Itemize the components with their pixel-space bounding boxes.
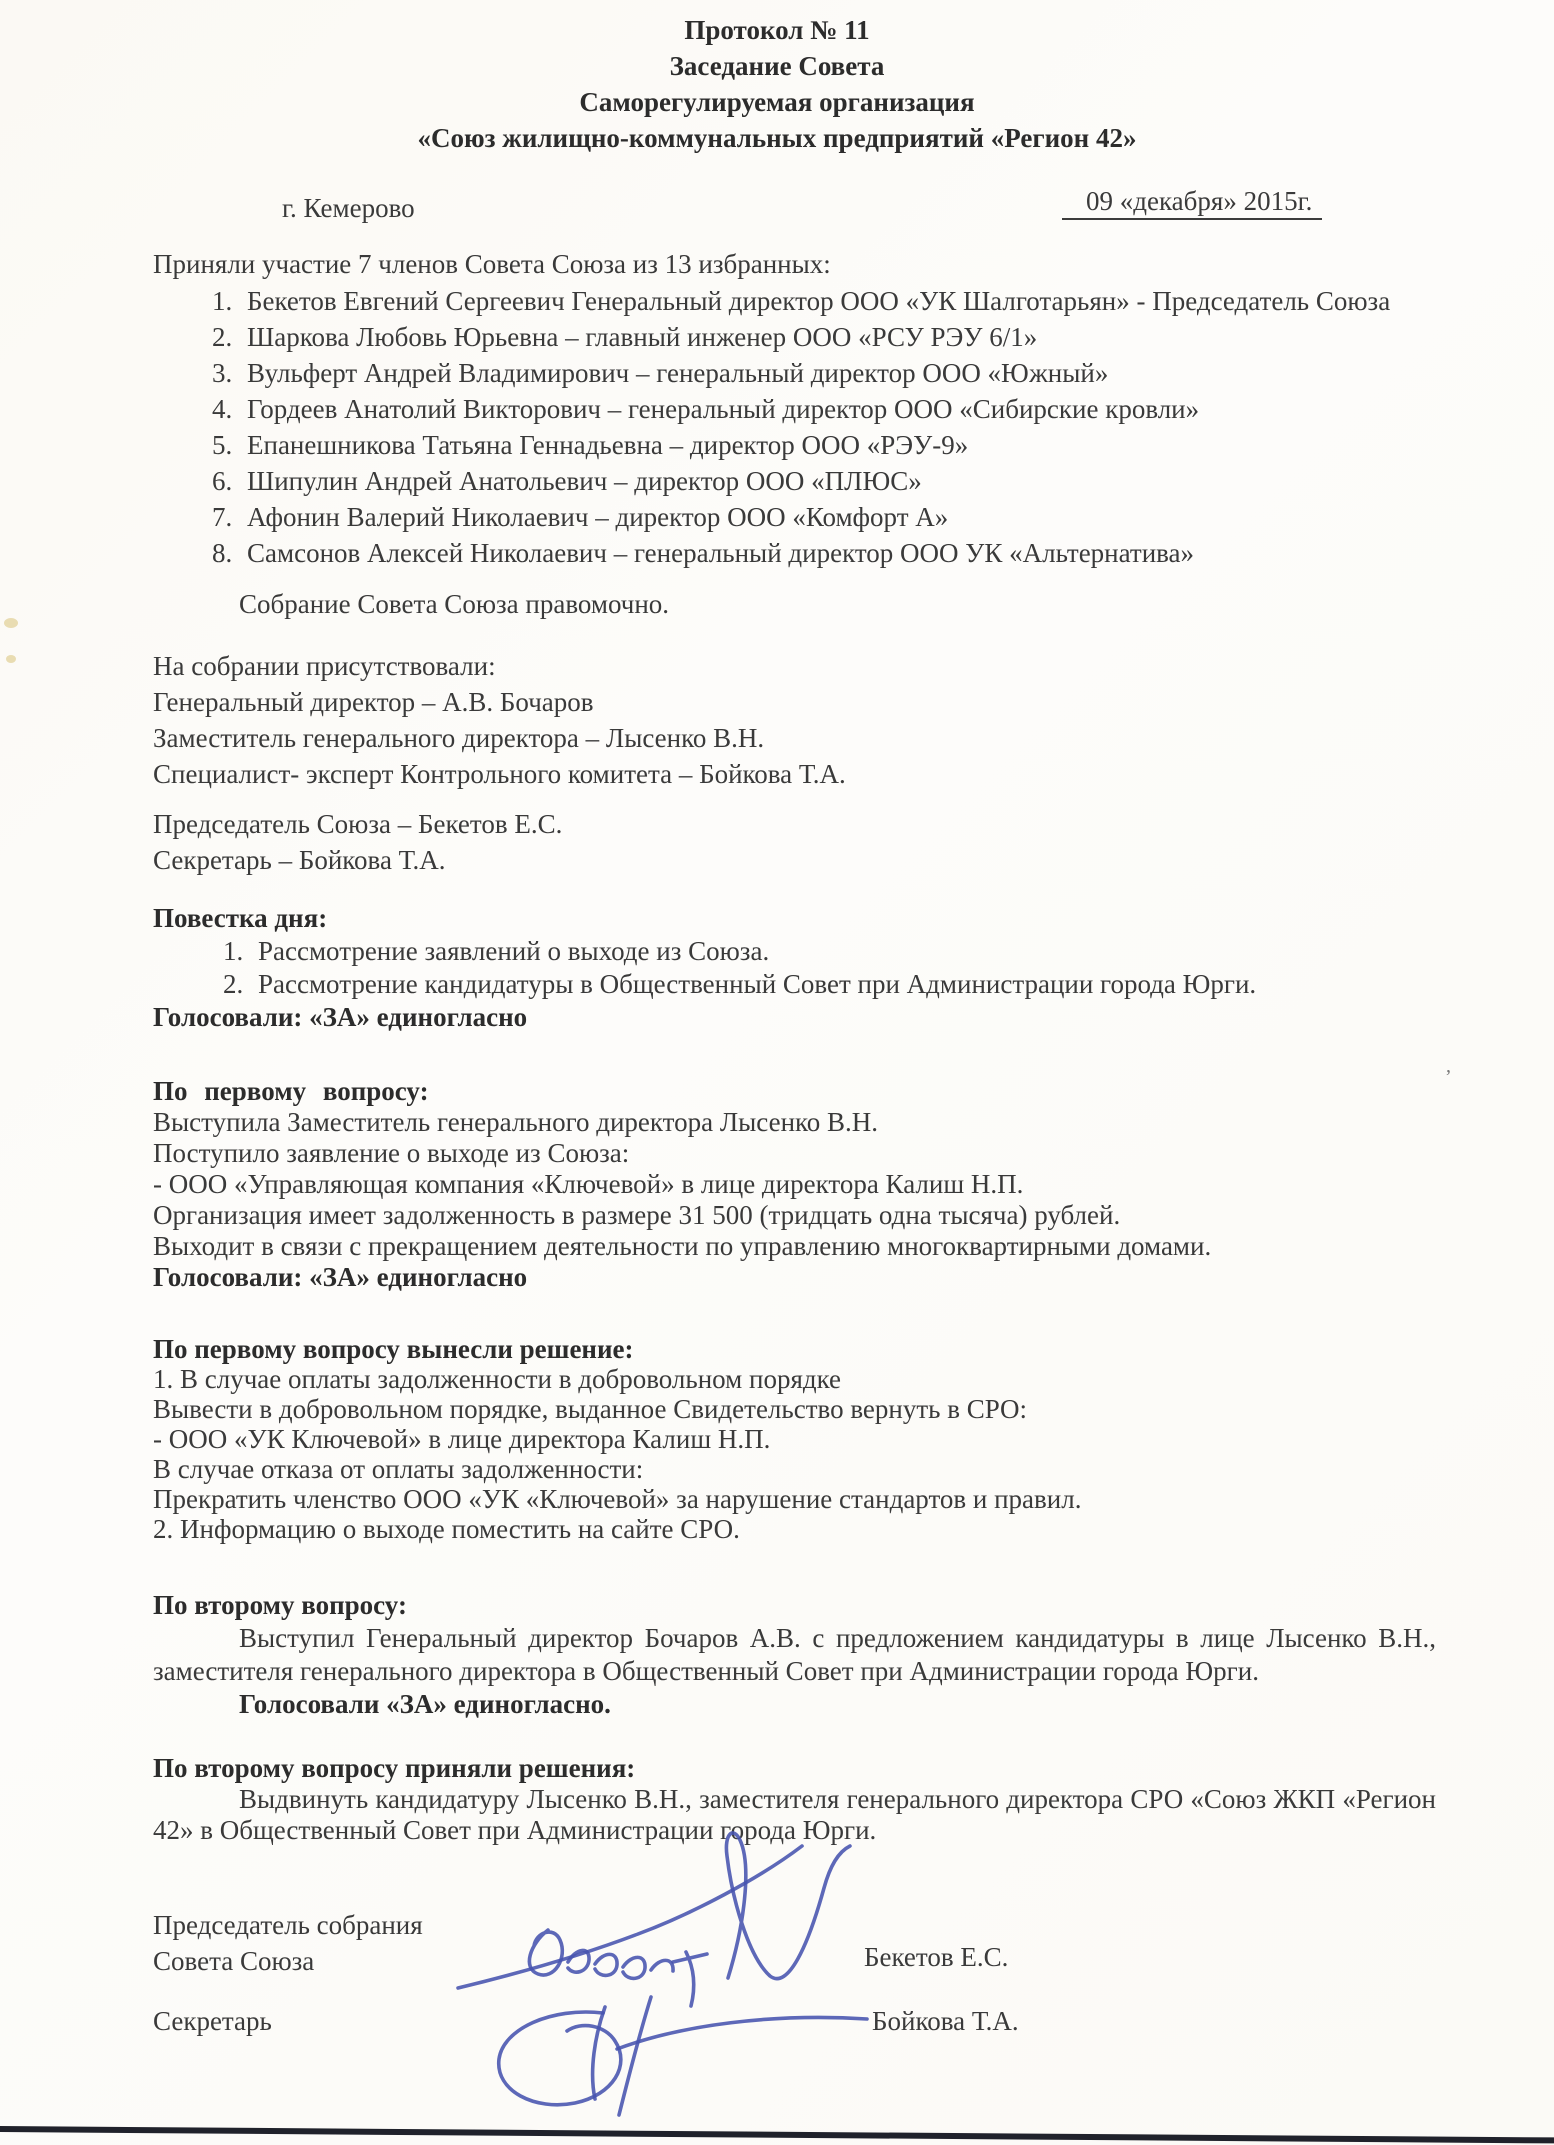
title-line-protocol: Протокол № 11 (684, 15, 870, 45)
question1-decision-block (153, 1334, 1436, 1544)
question1-line: Выходит в связи с прекращением деятельности по управлению многоквартирными домами. (153, 1231, 1212, 1261)
chairman-line: Председатель Союза – Бекетов Е.С. (153, 809, 563, 839)
secretary-signature-name: Бойкова Т.А. (872, 2006, 1019, 2036)
participant-item: 1. Бекетов Евгений Сергеевич Генеральный директор ООО «УК Шалготарьян» - Председатель Союза (239, 283, 1436, 319)
question1-decision-line: - ООО «УК Ключевой» в лице директора Калиш Н.П. (153, 1424, 771, 1454)
participant-item: 3. Вульферт Андрей Владимирович – генеральный директор ООО «Южный» (239, 355, 1436, 391)
chair-signature-name: Бекетов Е.С. (864, 1942, 1009, 1972)
question2-heading: По второму вопросу: (153, 1590, 407, 1620)
participant-item: 5. Епанешникова Татьяна Геннадьевна – директор ООО «РЭУ-9» (239, 427, 1436, 463)
quorum-statement: Собрание Совета Союза правомочно. (239, 589, 670, 619)
chair-signature-label-line1: Председатель собрания (153, 1910, 423, 1940)
attendees-intro: На собрании присутствовали: (153, 651, 496, 681)
participant-item: 6. Шипулин Андрей Анатольевич – директор ООО «ПЛЮС» (239, 463, 1436, 499)
title-line-union: «Союз жилищно-коммунальных предприятий «Регион 42» (417, 123, 1137, 153)
question1-vote-result: Голосовали: «ЗА» единогласно (153, 1262, 528, 1292)
participants-intro: Приняли участие 7 членов Совета Союза из 13 избранных: (153, 249, 831, 279)
attendee-line: Заместитель генерального директора – Лысенко В.Н. (153, 723, 765, 753)
question2-vote-result: Голосовали «ЗА» единогласно. (239, 1689, 611, 1719)
agenda-item: 1. Рассмотрение заявлений о выходе из Союза. (250, 935, 1436, 968)
question1-decision-line: Вывести в добровольном порядке, выданное Свидетельство вернуть в СРО: (153, 1394, 1028, 1424)
attendees-block (153, 648, 1436, 792)
agenda-list (153, 935, 1436, 1001)
chair-signature-label-line2: Совета Союза (153, 1946, 315, 1976)
document-title-block (0, 12, 1554, 156)
secretary-signature-ink (455, 1995, 875, 2125)
scan-speck (6, 655, 16, 663)
city-label: г. Кемерово (282, 193, 415, 223)
agenda-item: 2. Рассмотрение кандидатуры в Общественный Совет при Администрации города Юрги. (250, 968, 1436, 1001)
question2-decision-paragraph: Выдвинуть кандидатуру Лысенко В.Н., заместителя генерального директора СРО «Союз ЖКП «Регион 42» в Общественный Совет при Администрации города Юрги. (153, 1784, 1436, 1845)
question1-line: Организация имеет задолженность в размере 31 500 (тридцать одна тысяча) рублей. (153, 1200, 1121, 1230)
question1-decision-line: В случае отказа от оплаты задолженности: (153, 1454, 644, 1484)
agenda-heading: Повестка дня: (153, 903, 328, 933)
title-line-organization: Саморегулируемая организация (579, 87, 975, 117)
agenda-vote-result: Голосовали: «ЗА» единогласно (153, 1002, 528, 1032)
officers-block (153, 806, 1436, 878)
participant-item: 2. Шаркова Любовь Юрьевна – главный инженер ООО «РСУ РЭУ 6/1» (239, 319, 1436, 355)
scan-edge-line (0, 2126, 1554, 2143)
secretary-signature-label: Секретарь (153, 2006, 272, 2036)
participants-list (153, 283, 1436, 571)
scan-mark: ’ (1445, 1066, 1452, 1088)
question2-decision-heading: По второму вопросу приняли решения: (153, 1753, 636, 1783)
chair-signature-ink (430, 1822, 910, 2002)
question1-line: Выступила Заместитель генерального директора Лысенко В.Н. (153, 1107, 879, 1137)
question1-decision-heading: По первому вопросу вынесли решение: (153, 1334, 634, 1364)
question2-block (153, 1589, 1436, 1721)
question1-line: Поступило заявление о выходе из Союза: (153, 1138, 630, 1168)
title-line-meeting: Заседание Совета (669, 51, 885, 81)
participants-list-block (153, 283, 1436, 571)
scan-speck (4, 618, 18, 628)
secretary-line: Секретарь – Бойкова Т.А. (153, 845, 446, 875)
question1-decision-line: 1. В случае оплаты задолженности в добровольном порядке (153, 1364, 842, 1394)
agenda-block (153, 902, 1436, 1034)
attendee-line: Генеральный директор – А.В. Бочаров (153, 687, 594, 717)
document-date: 09 «декабря» 2015г. (1062, 186, 1322, 220)
attendee-line: Специалист- эксперт Контрольного комитета – Бойкова Т.А. (153, 759, 846, 789)
question1-heading: По первому вопросу: (153, 1076, 429, 1106)
question1-decision-line: Прекратить членство ООО «УК «Ключевой» за нарушение стандартов и правил. (153, 1484, 1082, 1514)
participant-item: 7. Афонин Валерий Николаевич – директор ООО «Комфорт А» (239, 499, 1436, 535)
question2-paragraph: Выступил Генеральный директор Бочаров А.В. с предложением кандидатуры в лице Лысенко В.Н., заместителя генерального директора в Общественный Совет при Администрации города Юрги. (153, 1623, 1436, 1686)
participant-item: 4. Гордеев Анатолий Викторович – генеральный директор ООО «Сибирские кровли» (239, 391, 1436, 427)
question1-line: - ООО «Управляющая компания «Ключевой» в лице директора Калиш Н.П. (153, 1169, 1024, 1199)
question1-block (153, 1076, 1436, 1293)
participant-item: 8. Самсонов Алексей Николаевич – генеральный директор ООО УК «Альтернатива» (239, 535, 1436, 571)
question1-decision-line: 2. Информацию о выходе поместить на сайте СРО. (153, 1514, 740, 1544)
